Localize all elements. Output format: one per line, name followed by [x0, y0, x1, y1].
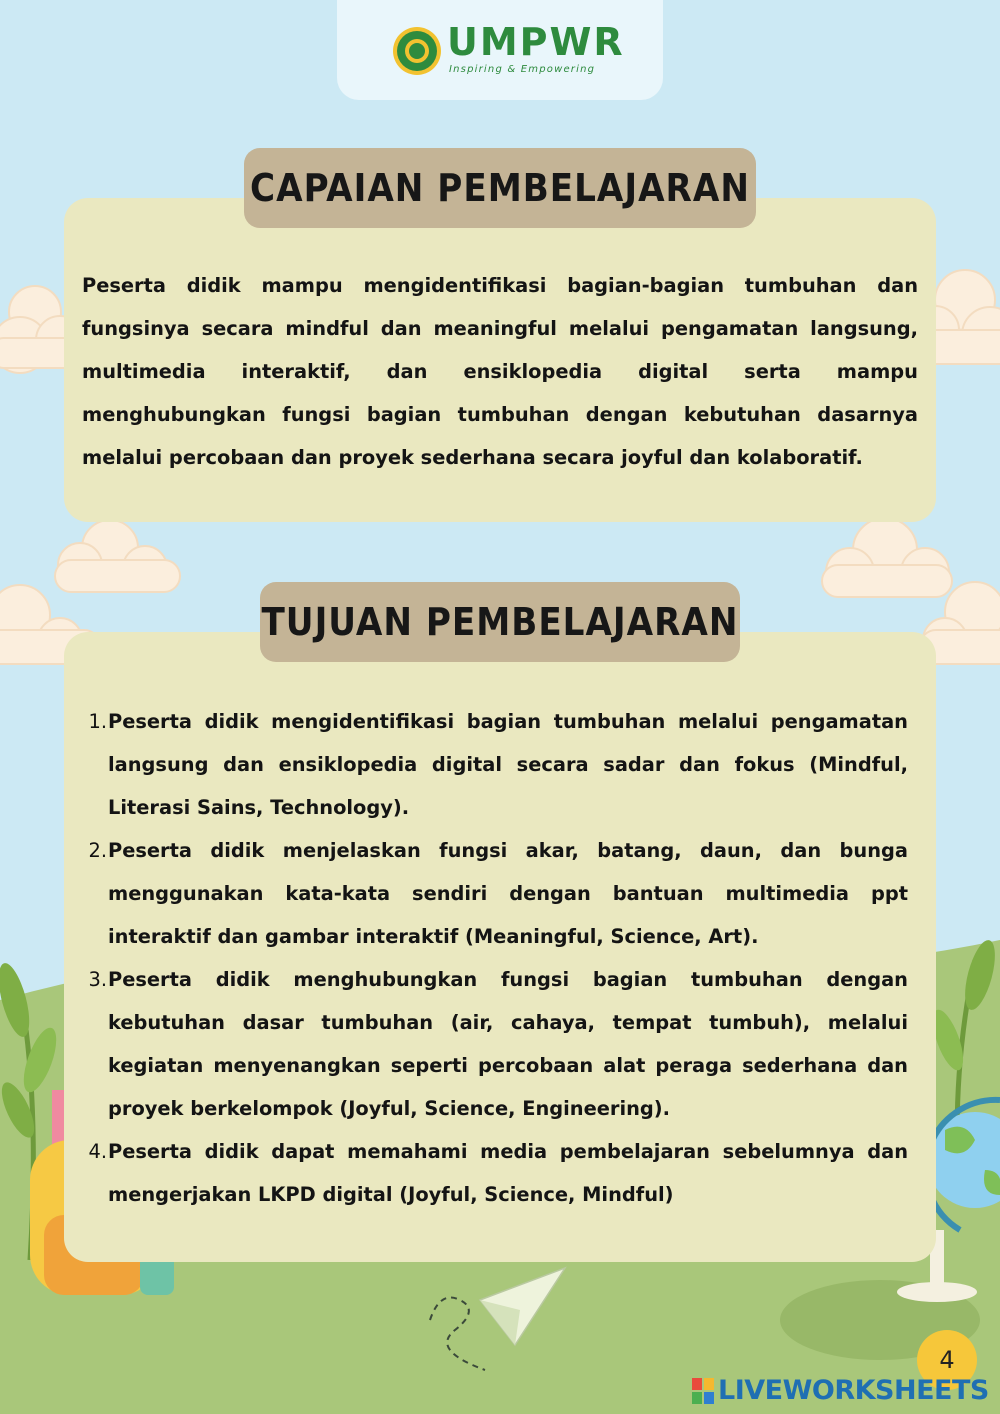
liveworksheets-watermark[interactable]	[692, 1374, 992, 1408]
list-item-text: Peserta didik mengidentifikasi bagian tumbuhan melalui pengamatan langsung dan ensiklopedia digital secara sadar dan fokus (Mindful, Literasi Sains, Technology).	[108, 710, 908, 819]
liveworksheets-text: LIVEWORKSHEETS	[718, 1375, 989, 1406]
list-item-number: 2.	[88, 839, 107, 862]
logo-emblem-icon	[392, 26, 442, 76]
liveworksheets-logo-icon	[692, 1378, 714, 1404]
capaian-heading: CAPAIAN PEMBELAJARAN	[244, 148, 756, 228]
list-item	[84, 1130, 908, 1216]
logo-header	[337, 0, 663, 100]
capaian-text: Peserta didik mampu mengidentifikasi bagian-bagian tumbuhan dan fungsinya secara mindful dan meaningful melalui pengamatan langsung, multimedia interaktif, dan ensiklopedia digital serta mampu menghubungkan fungsi bagian tumbuhan dengan kebutuhan dasarnya melalui percobaan dan proyek sederhana secara joyful dan kolaboratif.	[82, 274, 918, 469]
list-item-text: Peserta didik dapat memahami media pembelajaran sebelumnya dan mengerjakan LKPD digital (Joyful, Science, Mindful)	[108, 1140, 908, 1206]
cloud-icon	[55, 520, 180, 592]
list-item-number: 3.	[88, 968, 107, 991]
list-item-text: Peserta didik menjelaskan fungsi akar, batang, daun, dan bunga menggunakan kata-kata sendiri dengan bantuan multimedia ppt interaktif dan gambar interaktif (Meaningful, Science, Art).	[108, 839, 908, 948]
tujuan-heading: TUJUAN PEMBELAJARAN	[260, 582, 740, 662]
list-item-number: 4.	[88, 1140, 107, 1163]
tujuan-list	[84, 700, 908, 1216]
page-number-badge: 4	[917, 1330, 977, 1390]
list-item	[84, 700, 908, 829]
list-item-text: Peserta didik menghubungkan fungsi bagian tumbuhan dengan kebutuhan dasar tumbuhan (air, cahaya, tempat tumbuh), melalui kegiatan menyenangkan seperti percobaan alat peraga sederhana dan proyek berkelompok (Joyful, Science, Engineering).	[108, 968, 908, 1120]
list-item	[84, 829, 908, 958]
cloud-icon	[822, 518, 952, 597]
logo-tagline: Inspiring & Empowering	[449, 64, 596, 75]
list-item	[84, 958, 908, 1130]
logo-wordmark: UMPWR	[447, 20, 625, 64]
list-item-number: 1.	[88, 710, 107, 733]
